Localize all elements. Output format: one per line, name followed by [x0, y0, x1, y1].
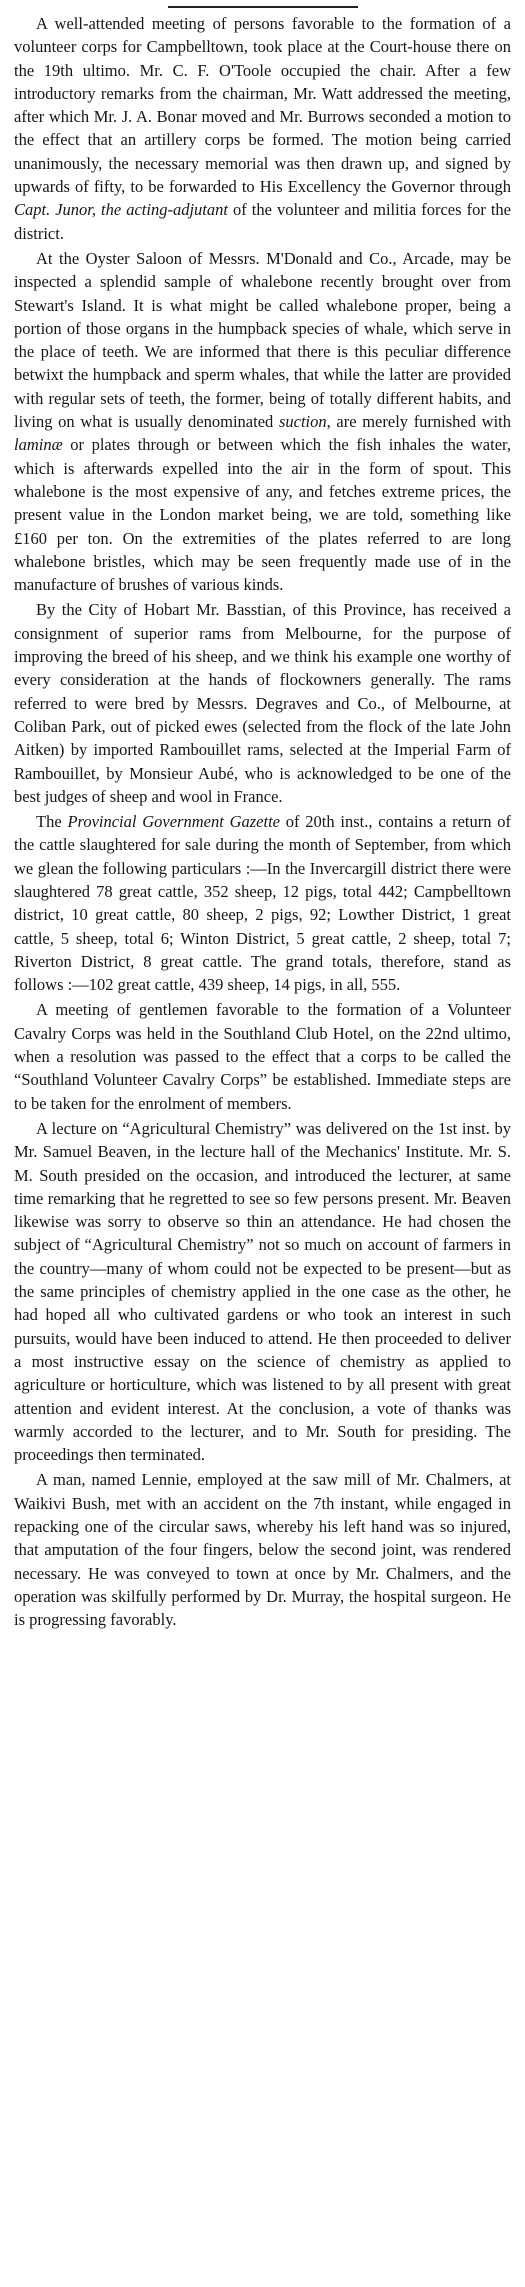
italic-text: Provincial Government Gazette: [67, 812, 280, 832]
paragraph-text: A well-attended meeting of persons favorable to the formation of a volunteer corps for Campbelltown, took place at the Court-house there on the 19th ultimo. Mr. C. F. O'Toole occupied the chair. After a few introductory remarks from the chairman, Mr. Watt addressed the meeting, after which Mr. J. A. Bonar moved and Mr. Burrows seconded a motion to the effect that an artillery corps be formed. The motion being carried unanimously, the necessary memorial was then drawn up, and signed by upwards of fifty, to be forwarded to His Excellency the Governor through: [14, 14, 511, 197]
news-paragraph: [14, 810, 511, 996]
paragraph-text: The: [36, 812, 68, 832]
news-paragraph: [14, 247, 511, 596]
paragraph-text: A meeting of gentlemen favorable to the formation of a Volunteer Cavalry Corps was held in the Southland Club Hotel, on the 22nd ultimo, when a resolution was passed to the effect that a corps to be called the “Southland Volunteer Cavalry Corps” be established. Immediate steps are to be taken for the enrolment of members.: [14, 1000, 511, 1113]
paragraph-text: A man, named Lennie, employed at the saw mill of Mr. Chalmers, at Waikivi Bush, met with an accident on the 7th instant, while engaged in repacking one of the circular saws, whereby his left hand was so injured, that amputation of the four fingers, below the second joint, was rendered necessary. He was conveyed to town at once by Mr. Chalmers, and the operation was skilfully performed by Dr. Murray, the hospital surgeon. He is progressing favorably.: [14, 1470, 511, 1630]
italic-text: suction: [278, 412, 327, 432]
section-divider: [168, 6, 358, 8]
italic-text: Capt. Junor, the acting-adjutant: [14, 200, 228, 220]
article-body: [14, 12, 511, 1631]
news-paragraph: [14, 598, 511, 808]
paragraph-text: By the City of Hobart Mr. Basstian, of this Province, has received a consignment of superior rams from Melbourne, for the purpose of improving the breed of his sheep, and we think his example one worthy of every consideration at the hands of flockowners generally. The rams referred to were bred by Messrs. Degraves and Co., of Melbourne, at Coliban Park, out of picked ewes (selected from the flock of the late John Aitken) by imported Rambouillet rams, selected at the Imperial Farm of Rambouillet, by Monsieur Aubé, who is acknowledged to be one of the best judges of sheep and wool in France.: [14, 600, 511, 806]
paragraph-text: At the Oyster Saloon of Messrs. M'Donald and Co., Arcade, may be inspected a splendid sample of whalebone recently brought over from Stewart's Island. It is what might be called whalebone proper, being a portion of those organs in the humpback species of whale, which serve in the place of teeth. We are informed that there is this peculiar difference betwixt the humpback and sperm whales, that while the latter are provided with regular sets of teeth, the former, being of totally different habits, and living on what is usually denominated: [14, 248, 511, 432]
paragraph-text: of the volunteer and militia forces for the district.: [14, 200, 511, 243]
news-paragraph: [14, 1468, 511, 1631]
paragraph-text: A lecture on “Agricultural Chemistry” was delivered on the 1st inst. by Mr. Samuel Beaven, in the lecture hall of the Mechanics' Institute. Mr. S. M. South presided on the occasion, and introduced the lecturer, at same time remarking that he regretted to see so few persons present. Mr. Beaven likewise was sorry to observe so thin an attendance. He had chosen the subject of “Agricultural Chemistry” not so much on account of farmers in the country—many of whom could not be expected to be present—but as the same principles of chemistry applied in the one case as the other, he had hoped all who cultivated gardens or who took an interest in such pursuits, would have been induced to attend. He then proceeded to deliver a most instructive essay on the science of chemistry as applied to agriculture or horticulture, which was listened to by all present with great attention and evident interest. At the conclusion, a vote of thanks was warmly accorded to the lecturer, and to Mr. South for presiding. The proceedings then terminated.: [14, 1118, 511, 1465]
paragraph-text: or plates through or between which the fish inhales the water, which is afterwards expelled into the air in the form of spout. This whalebone is the most expensive of any, and fetches extreme prices, the present value in the London market being, we are told, something like £160 per ton. On the extremities of the plates referred to are long whalebone bristles, which may be seen frequently made use of in the manufacture of brushes of various kinds.: [14, 435, 511, 595]
paragraph-text: of 20th inst., contains a return of the cattle slaughtered for sale during the month of September, from which we glean the following particulars :—In the Invercargill district there were slaughtered 78 great cattle, 352 sheep, 12 pigs, total 442; Campbelltown district, 10 great cattle, 80 sheep, 2 pigs, 92; Lowther District, 1 great cattle, 5 sheep, total 6; Winton District, 5 great cattle, 2 sheep, total 7; Riverton District, 8 great cattle. The grand totals, therefore, stand as follows :—102 great cattle, 439 sheep, 14 pigs, in all, 555.: [14, 812, 512, 995]
news-paragraph: [14, 12, 511, 245]
paragraph-text: , are merely furnished with: [326, 412, 512, 432]
news-paragraph: [14, 998, 511, 1114]
italic-text: laminæ: [14, 435, 63, 455]
news-paragraph: [14, 1117, 511, 1466]
